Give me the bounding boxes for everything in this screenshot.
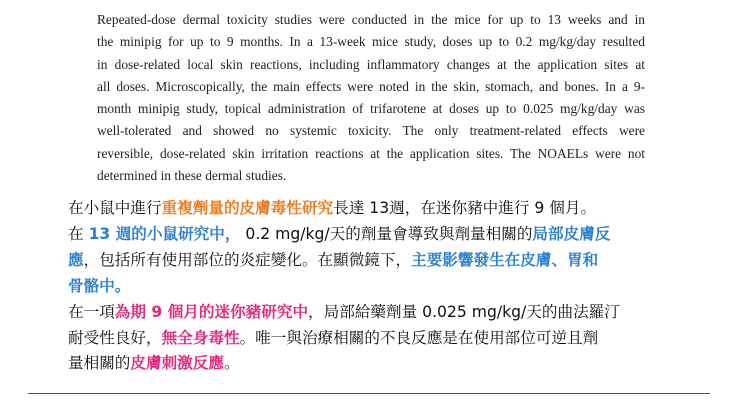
plain-text: 在一項	[68, 302, 115, 321]
plain-text: 。	[223, 354, 240, 373]
chinese-line	[68, 300, 672, 326]
highlight-text: 應	[68, 250, 84, 269]
highlight-text: 13 週的小鼠研究中，	[88, 224, 241, 243]
plain-text: 0.2 mg/kg/天的劑量會導致與劑量相關的	[240, 224, 533, 243]
plain-text: 長達 13週，在迷你豬中進行 9 個月。	[333, 199, 597, 217]
english-source-paragraph	[97, 9, 645, 187]
highlight-text: 皮膚刺激反應	[130, 354, 224, 373]
english-line: the minipig for up to 9 months. In a 13-week mice study, doses up to 0.2 mg/kg/day resulted	[97, 34, 645, 50]
plain-text: 在小鼠中進行	[68, 199, 162, 217]
highlight-text: 局部皮膚反	[532, 224, 611, 243]
english-line: determined in these dermal studies.	[97, 168, 287, 184]
plain-text: 。唯一與治療相關的不良反應是在使用部位可逆且劑	[239, 328, 599, 347]
plain-text: 量相關的	[68, 354, 131, 373]
highlight-text: 主要影響發生在皮膚、胃和	[411, 250, 599, 269]
highlight-text: 骨骼中。	[68, 276, 131, 295]
english-line: reversible, dose-related skin irritation reactions at the application sites. The NOAELs were not	[97, 145, 645, 161]
english-line: in dose-related local skin reactions, including inflammatory changes at the application sites at	[97, 56, 645, 72]
highlight-text: 無全身毒性	[161, 328, 240, 347]
plain-text: ，包括所有使用部位的炎症變化。在顯微鏡下，	[83, 250, 412, 269]
english-line: well-tolerated and showed no systemic toxicity. The only treatment-related effects were	[97, 123, 645, 139]
chinese-line	[68, 196, 672, 222]
chinese-line	[68, 274, 672, 300]
bottom-divider	[28, 393, 710, 394]
english-line: Repeated-dose dermal toxicity studies were conducted in the mice for up to 13 weeks and in	[97, 12, 645, 27]
plain-text: ，局部給藥劑量 0.025 mg/kg/天的曲法羅汀	[308, 302, 620, 321]
plain-text: 在	[68, 224, 89, 243]
highlight-text: 重複劑量的皮膚毒性研究	[161, 199, 334, 217]
chinese-summary-paragraph	[68, 196, 672, 377]
chinese-line	[68, 351, 672, 377]
plain-text: 耐受性良好，	[68, 328, 162, 347]
chinese-line	[68, 326, 672, 352]
chinese-line	[68, 222, 672, 248]
english-line: all doses. Microscopically, the main effects were noted in the skin, stomach, and bones. In a 9-	[97, 78, 645, 94]
english-line: month minipig study, topical administration of trifarotene at doses up to 0.025 mg/kg/day was	[97, 101, 645, 117]
chinese-line	[68, 248, 672, 274]
highlight-text: 為期 9 個月的迷你豬研究中	[114, 302, 309, 321]
